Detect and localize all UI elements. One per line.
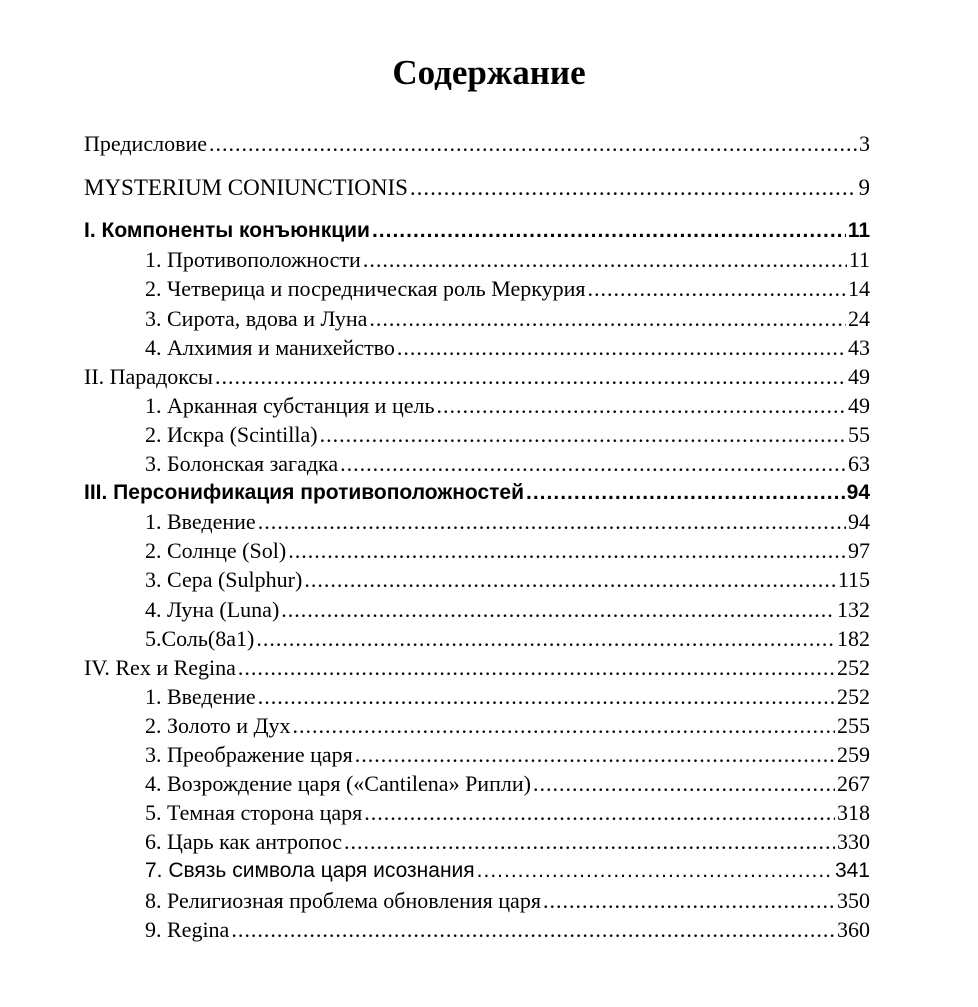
page-title: Содержание xyxy=(392,53,586,92)
toc-subsection-entry[interactable] xyxy=(145,392,870,420)
toc-entry-label: 8. Религиозная проблема обновления царя xyxy=(145,887,541,913)
toc-page-number: 252 xyxy=(837,654,870,680)
toc-subsection-entry[interactable] xyxy=(145,246,870,274)
dot-leader xyxy=(215,363,846,391)
toc-page-number: 255 xyxy=(837,712,870,738)
dot-leader xyxy=(238,654,835,682)
toc-entry-label: Предисловие xyxy=(84,131,207,156)
toc-page-number: 9 xyxy=(858,175,870,201)
dot-leader xyxy=(320,421,846,449)
toc-page-number: 11 xyxy=(847,219,870,243)
dot-leader xyxy=(293,712,835,740)
toc-entry-label: 2. Золото и Дух xyxy=(145,712,291,738)
toc-entry-label: 1. Арканная субстанция и цель xyxy=(145,392,435,418)
toc-page-number: 94 xyxy=(848,509,870,535)
toc-entry-label: 1. Введение xyxy=(145,509,256,535)
toc-subsection-entry[interactable] xyxy=(145,741,870,769)
toc-entry-label: 5. Темная сторона царя xyxy=(145,800,363,826)
toc-subsection-entry[interactable] xyxy=(145,537,870,565)
toc-entry-label: 2. Солнце (Sol) xyxy=(145,538,287,564)
toc-entry-label: 3. Сера (Sulphur) xyxy=(145,567,303,593)
toc-entry-label: 3. Преображение царя xyxy=(145,742,353,767)
toc-page-number: 132 xyxy=(837,596,870,622)
toc-entry-label: 7. Связь символа царя исознания xyxy=(145,859,475,883)
toc-entry-label: 1. Введение xyxy=(145,683,256,709)
dot-leader xyxy=(437,392,847,420)
dot-leader xyxy=(526,479,845,507)
toc-entry-label: 6. Царь как антропос xyxy=(145,829,343,855)
toc-page-number: 63 xyxy=(848,451,870,476)
toc-entry-label: 4. Возрождение царя («Cantilena» Рипли) xyxy=(145,771,531,797)
toc-subsection-entry[interactable] xyxy=(145,625,870,653)
toc-subsection-entry[interactable] xyxy=(145,683,870,711)
dot-leader xyxy=(588,275,847,303)
toc-page-number: 330 xyxy=(837,829,870,855)
toc-subsection-entry[interactable] xyxy=(145,566,870,594)
dot-leader xyxy=(256,625,835,653)
toc-entry-label: 2. Искра (Scintilla) xyxy=(145,421,318,447)
toc-section-entry[interactable] xyxy=(84,654,870,682)
dot-leader xyxy=(304,566,836,594)
toc-subsection-entry[interactable] xyxy=(145,305,870,333)
toc-entry-label: III. Персонификация противоположностей xyxy=(84,481,525,505)
toc-page-number: 14 xyxy=(848,276,870,302)
toc-section-entry[interactable] xyxy=(84,479,870,507)
toc-entry-label: II. Парадоксы xyxy=(84,363,213,389)
toc-section-entry[interactable] xyxy=(84,130,870,158)
dot-leader xyxy=(369,305,846,333)
dot-leader xyxy=(258,683,835,711)
toc-entry-label: 3. Сирота, вдова и Луна xyxy=(145,305,368,331)
toc-entry-label: IV. Rex и Regina xyxy=(84,654,236,680)
toc-entry-label: 3. Болонская загадка xyxy=(145,451,339,476)
toc-page-number: 267 xyxy=(837,771,870,797)
toc-entry-label: I. Компоненты конъюнкции xyxy=(84,219,370,243)
dot-leader xyxy=(231,916,835,944)
dot-leader xyxy=(344,828,835,856)
toc-subsection-entry[interactable] xyxy=(145,857,870,885)
toc-entry-label: 2. Четверица и посредническая роль Меркурия xyxy=(145,276,586,302)
toc-subsection-entry[interactable] xyxy=(145,334,870,362)
toc-page-number: 11 xyxy=(848,247,870,273)
dot-leader xyxy=(543,887,835,915)
toc-page-number: 360 xyxy=(837,916,870,942)
toc-page-number: 97 xyxy=(848,538,870,564)
toc-entry-label: 1. Противоположности xyxy=(145,247,361,273)
dot-leader xyxy=(209,130,857,158)
dot-leader xyxy=(372,217,846,245)
toc-subsection-entry[interactable] xyxy=(145,275,870,303)
toc-section-entry[interactable] xyxy=(84,217,870,245)
toc-subsection-entry[interactable] xyxy=(145,508,870,536)
toc-page-number: 55 xyxy=(848,421,870,447)
toc-section-entry[interactable] xyxy=(84,174,870,202)
toc-entry-label: 5.Соль(8а1) xyxy=(145,625,255,651)
dot-leader xyxy=(258,508,846,536)
dot-leader xyxy=(363,246,847,274)
toc-subsection-entry[interactable] xyxy=(145,799,870,827)
dot-leader xyxy=(340,450,846,478)
dot-leader xyxy=(364,799,835,827)
toc-page-number: 350 xyxy=(837,887,870,913)
dot-leader xyxy=(288,537,846,565)
toc-page-number: 318 xyxy=(837,800,870,826)
toc-page-number: 24 xyxy=(848,305,870,331)
dot-leader xyxy=(397,334,846,362)
toc-subsection-entry[interactable] xyxy=(145,421,870,449)
dot-leader xyxy=(533,770,835,798)
toc-entry-label: 9. Regina xyxy=(145,916,230,942)
toc-entry-label: 4. Алхимия и манихейство xyxy=(145,334,395,360)
toc-section-entry[interactable] xyxy=(84,363,870,391)
toc-subsection-entry[interactable] xyxy=(145,887,870,915)
dot-leader xyxy=(355,741,835,769)
dot-leader xyxy=(281,596,835,624)
toc-page-number: 49 xyxy=(848,363,870,389)
dot-leader xyxy=(410,174,857,202)
toc-page-number: 49 xyxy=(848,392,870,418)
toc-subsection-entry[interactable] xyxy=(145,712,870,740)
toc-subsection-entry[interactable] xyxy=(145,828,870,856)
toc-subsection-entry[interactable] xyxy=(145,770,870,798)
dot-leader xyxy=(477,857,833,885)
toc-page-number: 3 xyxy=(859,131,870,156)
toc-page-number: 43 xyxy=(848,334,870,360)
toc-page-number: 115 xyxy=(837,567,870,593)
toc-page-number: 252 xyxy=(837,683,870,709)
toc-page-number: 341 xyxy=(834,859,870,883)
toc-page-number: 94 xyxy=(846,481,870,505)
toc-entry-label: MYSTERIUM CONIUNCTIONIS xyxy=(84,175,408,201)
toc-subsection-entry[interactable] xyxy=(145,916,870,944)
toc-entry-label: 4. Луна (Luna) xyxy=(145,596,280,622)
toc-subsection-entry[interactable] xyxy=(145,596,870,624)
toc-page-number: 259 xyxy=(837,742,870,767)
toc-subsection-entry[interactable] xyxy=(145,450,870,478)
toc-page-number: 182 xyxy=(837,625,870,651)
